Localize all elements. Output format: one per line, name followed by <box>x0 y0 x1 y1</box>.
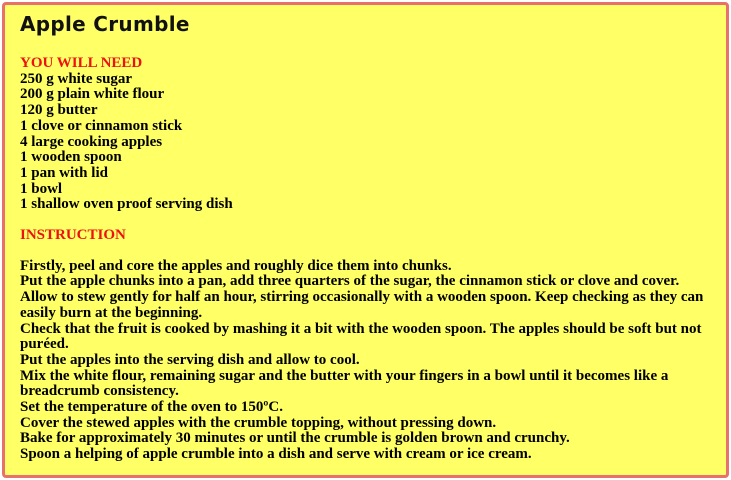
ingredients-list <box>20 72 724 213</box>
instructions-list <box>20 259 724 463</box>
instruction-step: Bake for approximately 30 minutes or until the crumble is golden brown and crunchy. <box>20 430 570 447</box>
instruction-step: Spoon a helping of apple crumble into a dish and serve with cream or ice cream. <box>20 446 532 463</box>
ingredient-item: 120 g butter <box>20 102 98 119</box>
recipe-card <box>2 2 729 478</box>
ingredient-item: 1 pan with lid <box>20 164 108 181</box>
instruction-step: Put the apple chunks into a pan, add three quarters of the sugar, the cinnamon stick or clove and cover. <box>20 273 680 290</box>
instructions-heading: INSTRUCTION <box>20 227 126 244</box>
instruction-step: Put the apples into the serving dish and allow to cool. <box>20 351 360 368</box>
ingredients-heading: YOU WILL NEED <box>20 55 143 71</box>
recipe-content <box>20 56 724 463</box>
instruction-step: Allow to stew gently for half an hour, stirring occasionally with a wooden spoon. Keep checking as they can easily burn at the beginning. <box>20 289 704 321</box>
recipe-title: Apple Crumble <box>20 12 190 36</box>
instruction-step: Cover the stewed apples with the crumble topping, without pressing down. <box>20 414 497 431</box>
ingredient-item: 1 wooden spoon <box>20 149 122 166</box>
ingredient-item: 1 clove or cinnamon stick <box>20 117 183 134</box>
ingredient-item: 250 g white sugar <box>20 70 133 87</box>
instruction-step: Mix the white flour, remaining sugar and the butter with your fingers in a bowl until it becomes like a breadcrumb consistency. <box>20 367 669 400</box>
instruction-step: Set the temperature of the oven to 150ºC. <box>20 399 283 416</box>
ingredient-item: 1 bowl <box>20 180 63 197</box>
instruction-step: Check that the fruit is cooked by mashing it a bit with the wooden spoon. The apples should be soft but not puréed. <box>20 320 702 353</box>
instruction-step: Firstly, peel and core the apples and roughly dice them into chunks. <box>20 257 452 274</box>
ingredient-item: 1 shallow oven proof serving dish <box>20 196 233 213</box>
ingredient-item: 4 large cooking apples <box>20 133 163 150</box>
ingredient-item: 200 g plain white flour <box>20 86 165 103</box>
